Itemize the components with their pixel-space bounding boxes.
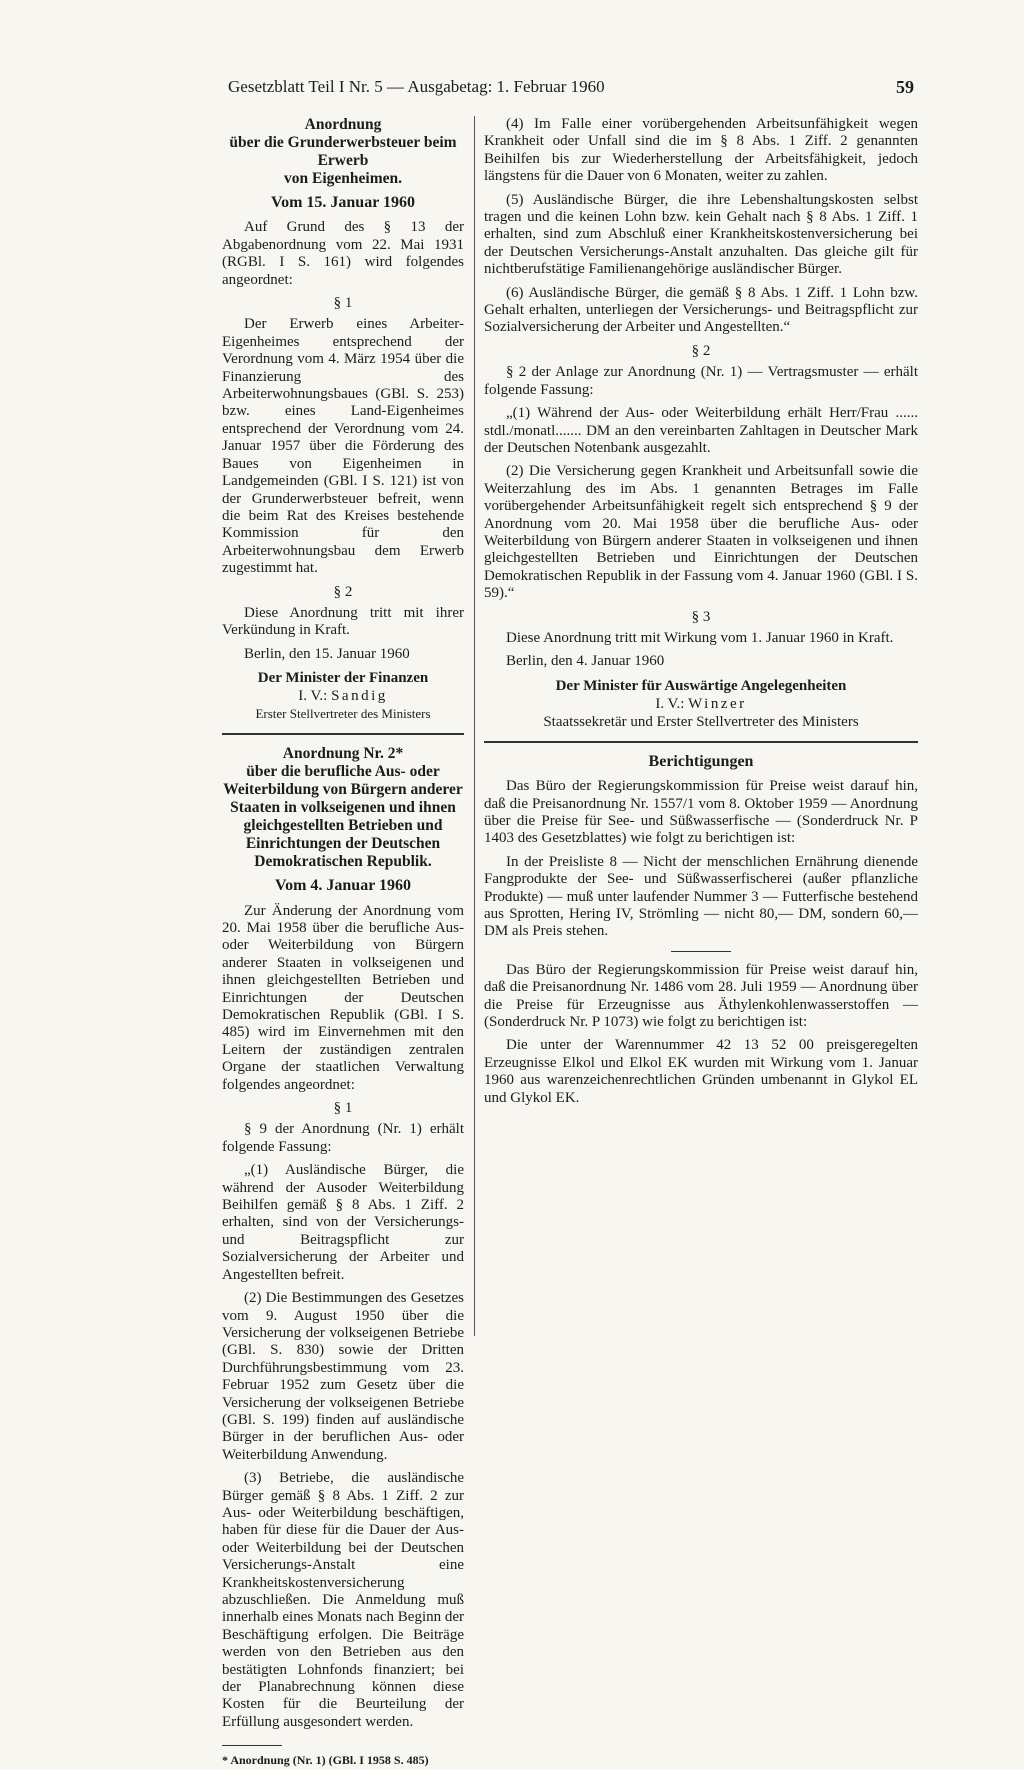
a2-title-line2: über die berufliche Aus- oder Weiterbildung von Bürgern anderer Staaten in volkseigenen und ihnen gleichgestellten Betrieben und Einrichtungen der Deutschen Demokratischen Republik. [223, 763, 463, 871]
a2-signature-iv: I. V.: [655, 695, 685, 712]
page-number: 59 [896, 77, 914, 97]
a1-title-line1: Anordnung [304, 116, 382, 133]
a2-quote-5: (5) Ausländische Bürger, die ihre Lebenshaltungskosten selbst tragen und die keinen Lohn bzw. kein Gehalt nach § 8 Abs. 1 Ziff. 1 erhalten, sind zum Abschluß einer Krankheitskostenversicherung bei der Deutschen Versicherungs-Anstalt anzuhalten. Das gleiche gilt für nichtberufstätige Familienangehörige ausländischer Bürger. [484, 191, 918, 278]
a2-signature-line [484, 695, 918, 713]
a1-date: Vom 15. Januar 1960 [270, 194, 416, 211]
a1-place-date: Berlin, den 15. Januar 1960 [244, 645, 410, 662]
a2-section-3-text: Diese Anordnung tritt mit Wirkung vom 1. Januar 1960 in Kraft. [506, 629, 894, 646]
a1-signature-org: Der Minister der Finanzen [257, 670, 429, 687]
footnote: * Anordnung (Nr. 1) (GBl. I 1958 S. 485) [222, 1753, 429, 1768]
a2-place-date: Berlin, den 4. Januar 1960 [506, 653, 665, 670]
a1-title-line2: über die Grunderwerbsteuer beim Erwerb [229, 134, 457, 169]
a2-section-2-lead: § 2 der Anlage zur Anordnung (Nr. 1) — Vertragsmuster — erhält folgende Fassung: [484, 364, 918, 398]
a1-title [222, 116, 464, 188]
a2-contract-1: „(1) Während der Aus- oder Weiterbildung erhält Herr/Frau ...... stdl./monatl....... DM an den vereinbarten Zahltagen in Deutscher Mark der Deutschen Notenbank ausgezahlt. [484, 405, 918, 456]
a2-signature-org: Der Minister für Auswärtige Angelegenheiten [555, 677, 847, 694]
a2-signature-role: Staatssekretär und Erster Stellvertreter des Ministers [543, 713, 859, 730]
correction-2-intro: Das Büro der Regierungskommission für Preise weist darauf hin, daß die Preisanordnung Nr. 1486 vom 28. Juli 1959 — Anordnung über die Preise für Erzeugnisse aus Äthylenkohlenwasserstoffen — (Sonderdruck Nr. P 1073) wie folgt zu berichtigen ist: [484, 961, 918, 1031]
column-divider [474, 116, 475, 1336]
a2-section-1-lead: § 9 der Anordnung (Nr. 1) erhält folgende Fassung: [222, 1121, 464, 1155]
correction-2-text: Die unter der Warennummer 42 13 52 00 preisgeregelten Erzeugnisse Elkol und Elkol EK wurden mit Wirkung vom 1. Januar 1960 aus warenzeichenrechtlichen Gründen umbenannt in Glykol EL und Glykol EK. [484, 1037, 918, 1106]
article-separator [222, 733, 464, 735]
a2-quote-6: (6) Ausländische Bürger, die gemäß § 8 Abs. 1 Ziff. 1 Lohn bzw. Gehalt erhalten, unterliegen der Versicherungs- und Beitragspflicht zur Sozialversicherung der Arbeiter und Angestellten.“ [484, 284, 918, 336]
a1-signature-role: Erster Stellvertreter des Ministers [255, 706, 431, 722]
a2-section-3-heading: § 3 [691, 608, 711, 625]
a1-section-1-heading: § 1 [333, 295, 353, 312]
corrections-heading: Berichtigungen [648, 752, 754, 770]
a1-title-line3: von Eigenheimen. [284, 170, 402, 187]
a1-section-2-text: Diese Anordnung tritt mit ihrer Verkündung in Kraft. [222, 604, 464, 639]
a1-signature-iv: I. V.: [298, 688, 328, 705]
correction-divider [671, 951, 731, 952]
left-column [222, 116, 464, 1770]
a2-signature-name: Winzer [688, 695, 747, 712]
a1-section-1-text: Der Erwerb eines Arbeiter-Eigenheimes entsprechend der Verordnung vom 4. März 1954 über die Finanzierung des Arbeiterwohnungsbaues (GBl. S. 253) bzw. eines Land-Eigenheimes entsprechend der Verordnung vom 24. Januar 1957 über die Förderung des Baues von Eigenheimen in Landgemeinden (GBl. I S. 121) ist von der Grunderwerbsteuer befreit, wenn die beim Rat des Kreises bestehende Kommission für den Arbeiterwohnungsbau dem Erwerb zugestimmt hat. [222, 316, 464, 577]
a1-signature-name: Sandig [331, 688, 388, 705]
correction-1-text: In der Preisliste 8 — Nicht der menschlichen Ernährung dienende Fangprodukte der See- und Süßwasserfischerei (außer pflanzliche Produkte) — muß unter laufender Nummer 3 — Futterfische bestehend aus Sprotten, Hering IV, Strömling — nicht 80,— DM, sondern 60,— DM als Preis stehen. [484, 853, 918, 940]
a2-quote-4: (4) Im Falle einer vorübergehenden Arbeitsunfähigkeit wegen Krankheit oder Unfall sind die im § 8 Abs. 1 Ziff. 2 genannten Beihilfen bis zur Wiederherstellung der Arbeitsfähigkeit, jedoch längstens für die Dauer von 6 Monaten, weiter zu zahlen. [484, 116, 918, 185]
a2-quote-1: „(1) Ausländische Bürger, die während der Ausoder Weiterbildung Beihilfen gemäß § 8 Abs. 1 Ziff. 2 erhalten, sind von der Versicherungs- und Beitragspflicht zur Sozialversicherung der Arbeiter und Angestellten befreit. [222, 1162, 464, 1283]
a1-signature-line [222, 687, 464, 705]
right-column [484, 116, 918, 1113]
a1-section-2-heading: § 2 [333, 583, 353, 600]
a2-date: Vom 4. Januar 1960 [274, 877, 412, 895]
a2-title [222, 745, 464, 871]
a2-quote-3: (3) Betriebe, die ausländische Bürger gemäß § 8 Abs. 1 Ziff. 2 zur Aus- oder Weiterbildung beschäftigen, haben für diese für die Dauer der Aus- oder Weiterbildung bei der Deutschen Versicherungs-Anstalt eine Krankheitskostenversicherung abzuschließen. Die Anmeldung muß innerhalb eines Monats nach Beginn der Beschäftigung erfolgen. Die Beiträge werden von den Betrieben aus den bestätigten Lohnfonds finanziert; bei der Planabrechnung können diese Kosten für die Beurteilung der Erfüllung ausgesondert werden. [222, 1470, 465, 1730]
a2-contract-2: (2) Die Versicherung gegen Krankheit und Arbeitsunfall sowie die Weiterzahlung des im Abs. 1 genannten Betrages im Falle vorübergehender Arbeitsunfähigkeit regelt sich entsprechend § 9 der Anordnung vom 20. Mai 1958 über die berufliche Aus- oder Weiterbildung von Bürgern anderer Staaten in volkseigenen und ihnen gleichgestellten Betrieben und Einrichtungen der Deutschen Demokratischen Republik in der Fassung vom 4. Januar 1960 (GBl. I S. 59).“ [484, 463, 918, 602]
a2-section-1-heading: § 1 [333, 1100, 353, 1117]
a2-intro: Zur Änderung der Anordnung vom 20. Mai 1958 über die berufliche Aus- oder Weiterbildung von Bürgern anderer Staaten in volkseigenen und ihnen gleichgestellten Betrieben und Einrichtungen der Deutschen Demokratischen Republik (GBl. I S. 485) wird im Einvernehmen mit den Leitern der zuständigen zentralen Organe der staatlichen Verwaltung folgendes angeordnet: [222, 902, 464, 1093]
a1-intro: Auf Grund des § 13 der Abgabenordnung vom 22. Mai 1931 (RGBl. I S. 161) wird folgendes angeordnet: [222, 219, 464, 288]
a2-section-2-heading: § 2 [691, 342, 711, 359]
footnote-rule [222, 1745, 282, 1746]
a2-quote-2: (2) Die Bestimmungen des Gesetzes vom 9. August 1950 über die Versicherung der volkseigenen Betriebe (GBl. S. 830) sowie der Dritten Durchführungsbestimmung vom 23. Februar 1952 zum Gesetz über die Versicherung der volkseigenen Betriebe (GBl. S. 199) finden auf ausländische Bürger in der beruflichen Aus- oder Weiterbildung Anwendung. [222, 1290, 464, 1463]
page-header [228, 72, 914, 102]
header-title: Gesetzblatt Teil I Nr. 5 — Ausgabetag: 1. Februar 1960 [228, 77, 605, 96]
correction-1-intro: Das Büro der Regierungskommission für Preise weist darauf hin, daß die Preisanordnung Nr. 1557/1 vom 8. Oktober 1959 — Anordnung über die Preise für See- und Süßwasserfische — (Sonderdruck Nr. P 1403 des Gesetzblattes) wie folgt zu berichtigen ist: [484, 778, 918, 847]
section-separator [484, 741, 918, 743]
a2-title-line1: Anordnung Nr. 2* [282, 745, 404, 763]
